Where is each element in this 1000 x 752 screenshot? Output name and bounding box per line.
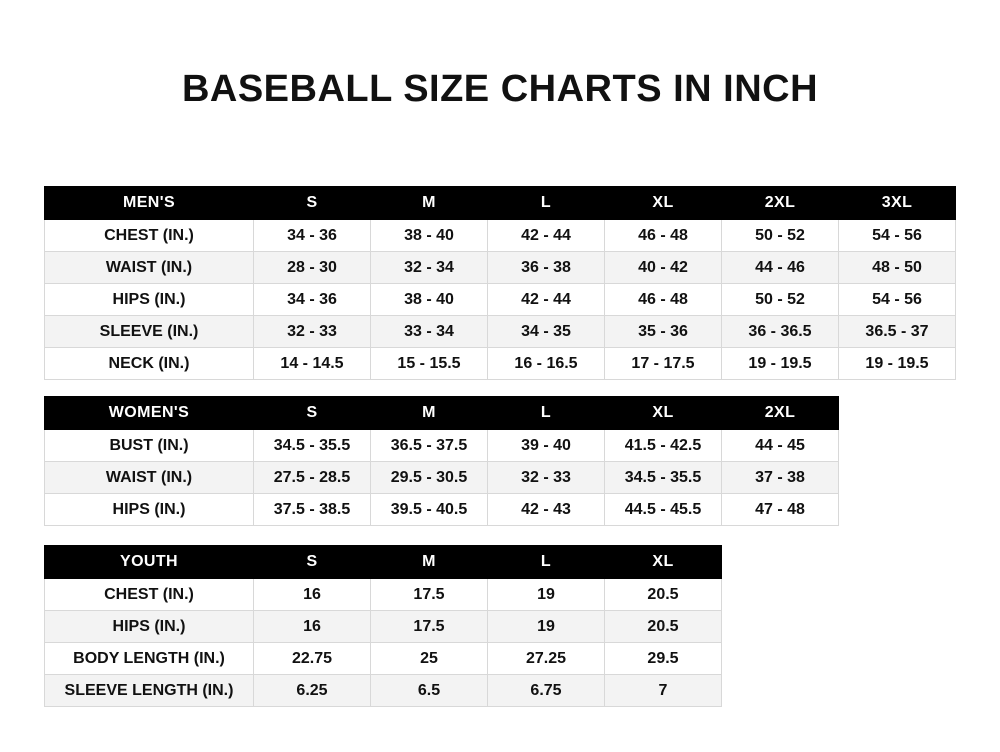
column-header: MEN'S [45,187,254,220]
table-cell: 46 - 48 [605,284,722,316]
table-cell: 39.5 - 40.5 [371,494,488,526]
table-cell: 44 - 46 [722,252,839,284]
table-cell: 6.75 [488,675,605,707]
table-cell: 29.5 - 30.5 [371,462,488,494]
table-row [45,284,956,316]
youth-size-table [44,545,722,707]
table-cell: 44.5 - 45.5 [605,494,722,526]
table-cell: 44 - 45 [722,430,839,462]
table-cell: 54 - 56 [839,220,956,252]
table-row [45,430,839,462]
table-cell: 17.5 [371,579,488,611]
row-label: CHEST (IN.) [45,220,254,252]
column-header: S [254,187,371,220]
table-cell: 38 - 40 [371,220,488,252]
table-cell: 54 - 56 [839,284,956,316]
row-label: BUST (IN.) [45,430,254,462]
row-label: HIPS (IN.) [45,284,254,316]
table-cell: 17.5 [371,611,488,643]
table-cell: 17 - 17.5 [605,348,722,380]
table-cell: 16 - 16.5 [488,348,605,380]
table-cell: 20.5 [605,611,722,643]
table-cell: 50 - 52 [722,284,839,316]
table-cell: 19 [488,579,605,611]
table-cell: 29.5 [605,643,722,675]
row-label: SLEEVE (IN.) [45,316,254,348]
table-cell: 39 - 40 [488,430,605,462]
column-header: 3XL [839,187,956,220]
table-header-row [45,546,722,579]
table-row [45,462,839,494]
table-cell: 6.5 [371,675,488,707]
table-cell: 19 [488,611,605,643]
column-header: L [488,546,605,579]
table-cell: 34 - 36 [254,284,371,316]
row-label: CHEST (IN.) [45,579,254,611]
table-cell: 16 [254,579,371,611]
table-row [45,252,956,284]
table-cell: 22.75 [254,643,371,675]
mens-size-table [44,186,956,380]
table-cell: 46 - 48 [605,220,722,252]
table-cell: 7 [605,675,722,707]
table-cell: 42 - 44 [488,220,605,252]
table-cell: 50 - 52 [722,220,839,252]
table-cell: 36.5 - 37 [839,316,956,348]
table-cell: 35 - 36 [605,316,722,348]
row-label: BODY LENGTH (IN.) [45,643,254,675]
row-label: SLEEVE LENGTH (IN.) [45,675,254,707]
page-title: BASEBALL SIZE CHARTS IN INCH [181,68,819,110]
table-cell: 41.5 - 42.5 [605,430,722,462]
column-header: M [371,397,488,430]
table-cell: 14 - 14.5 [254,348,371,380]
table-cell: 16 [254,611,371,643]
column-header: 2XL [722,187,839,220]
table-cell: 34.5 - 35.5 [254,430,371,462]
column-header: 2XL [722,397,839,430]
column-header: L [488,397,605,430]
table-cell: 36 - 36.5 [722,316,839,348]
column-header: L [488,187,605,220]
table-cell: 27.5 - 28.5 [254,462,371,494]
column-header: XL [605,397,722,430]
table-cell: 38 - 40 [371,284,488,316]
table-row [45,579,722,611]
table-row [45,675,722,707]
column-header: WOMEN'S [45,397,254,430]
table-cell: 47 - 48 [722,494,839,526]
table-cell: 32 - 33 [488,462,605,494]
table-cell: 20.5 [605,579,722,611]
column-header: S [254,546,371,579]
row-label: WAIST (IN.) [45,252,254,284]
table-row [45,348,956,380]
table-cell: 6.25 [254,675,371,707]
column-header: YOUTH [45,546,254,579]
table-cell: 19 - 19.5 [839,348,956,380]
table-row [45,316,956,348]
column-header: XL [605,546,722,579]
table-cell: 32 - 34 [371,252,488,284]
table-row [45,494,839,526]
row-label: NECK (IN.) [45,348,254,380]
table-cell: 40 - 42 [605,252,722,284]
womens-size-table [44,396,839,526]
table-cell: 33 - 34 [371,316,488,348]
table-cell: 15 - 15.5 [371,348,488,380]
column-header: S [254,397,371,430]
column-header: XL [605,187,722,220]
table-cell: 42 - 44 [488,284,605,316]
table-cell: 37 - 38 [722,462,839,494]
table-row [45,220,956,252]
table-cell: 32 - 33 [254,316,371,348]
table-cell: 37.5 - 38.5 [254,494,371,526]
table-cell: 34 - 35 [488,316,605,348]
row-label: HIPS (IN.) [45,494,254,526]
table-cell: 34 - 36 [254,220,371,252]
table-cell: 42 - 43 [488,494,605,526]
table-header-row [45,187,956,220]
table-cell: 36.5 - 37.5 [371,430,488,462]
column-header: M [371,546,488,579]
table-row [45,611,722,643]
table-row [45,643,722,675]
table-header-row [45,397,839,430]
table-cell: 27.25 [488,643,605,675]
table-cell: 34.5 - 35.5 [605,462,722,494]
table-cell: 25 [371,643,488,675]
table-cell: 28 - 30 [254,252,371,284]
row-label: WAIST (IN.) [45,462,254,494]
column-header: M [371,187,488,220]
row-label: HIPS (IN.) [45,611,254,643]
table-cell: 36 - 38 [488,252,605,284]
table-cell: 48 - 50 [839,252,956,284]
table-cell: 19 - 19.5 [722,348,839,380]
